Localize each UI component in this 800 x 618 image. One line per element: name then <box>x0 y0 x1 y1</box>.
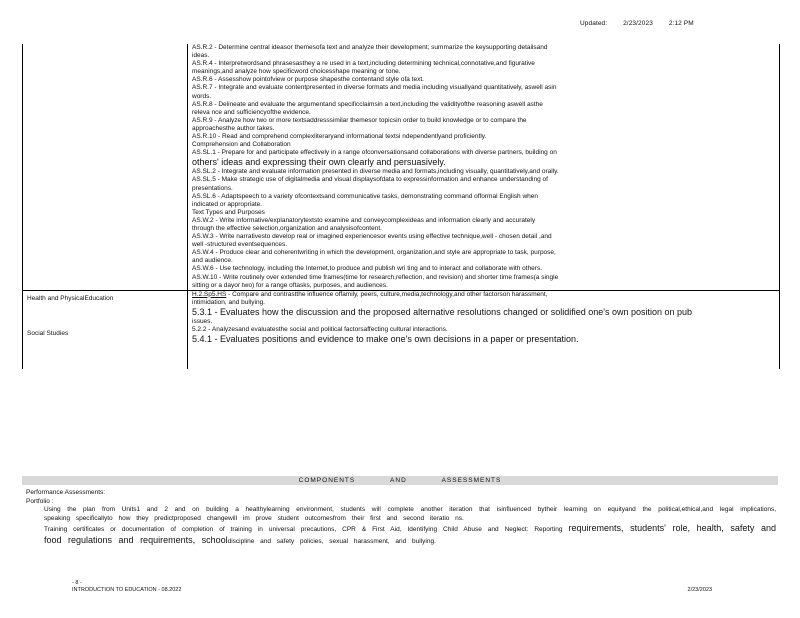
w-line: AS.W.6 - Use technology, including the Internet,to produce and publish wri ting and to interact and collaborate with others. <box>192 265 543 273</box>
health-label: Health and PhysicalEducation <box>27 294 114 302</box>
components-band <box>22 476 778 485</box>
performance-label: Performance Assessments: <box>26 489 106 496</box>
ela-standards-cell <box>188 44 779 290</box>
health-line-large: 5.3.1 - Evaluates how the discussion and the proposed alternative resolutions changed or solidified one's own position on pub <box>192 306 693 317</box>
bullet-text-part-large: requirements, students' role, health, safety and food regulations and requirements, school <box>44 523 776 545</box>
band-word: ASSESSMENTS <box>441 477 502 484</box>
w-line: sitting or a dayor two) for a range oftasks, purposes, and audiences. <box>192 281 388 289</box>
bullet-text <box>44 523 776 546</box>
bullet-icon <box>26 506 44 523</box>
ela-line: AS.R.6 - Assesshow pointofview or purpose shapesthe contentand style ofa text. <box>192 76 424 84</box>
ela-row <box>23 44 779 291</box>
ela-line: meanings,and analyze how specificword choicesshape meaning or tone. <box>192 68 401 76</box>
w-line: AS.W.10 - Write routinely over extended time frames(time for research,reflection, and revision) and shorter time frames(a single <box>192 273 559 281</box>
components-section <box>26 489 776 546</box>
ela-line: AS.R.4 - Interpretwordsand phrasesasthey a re used in a text,including determining technical,connotative,and figurative <box>192 60 535 68</box>
page-footer <box>72 580 712 594</box>
health-code: H.2.Sp5.HS <box>192 290 227 298</box>
updated-time: 2:12 PM <box>668 20 694 27</box>
sl-line: AS.SL.2 - Integrate and evaluate information presented in diverse media and formats,including visually, quantitatively,and orally. <box>192 168 559 176</box>
ela-line: AS.R.10 - Read and comprehend complexliteraryand informational textsi ndependentlyand proficiently. <box>192 133 487 141</box>
health-line <box>192 291 775 299</box>
sl1-line: AS.SL.1 - Prepare for and participate effectively in a range ofconversationsand collaborations with diverse partners, building on <box>192 149 557 157</box>
course-title: INTRODUCTION TO EDUCATION - 08.2022 <box>72 587 182 593</box>
sl-line: indicated or appropriate. <box>192 200 263 208</box>
ela-subject-cell <box>23 44 188 290</box>
w-line: AS.W.3 - Write narrativesto develop real or imagined experiencesor events using effective technique,well - chosen detail ,and <box>192 233 552 241</box>
comprehension-heading: Comprehension and Collaboration <box>192 141 291 149</box>
ela-line: words. <box>192 92 212 100</box>
social-studies-label: Social Studies <box>27 329 69 337</box>
bullet-icon <box>26 523 44 546</box>
ela-line: releva nce and sufficiencyofthe evidence. <box>192 108 311 116</box>
w-line: AS.W.2 - Write informative/explanatorytextsto examine and conveycomplexideas and information clearly and accurately <box>192 216 536 224</box>
list-item <box>26 523 776 546</box>
updated-label: Updated: <box>580 20 608 27</box>
sl1-line-large: others' ideas and expressing their own clearly and persuasively. <box>192 157 446 168</box>
ela-line: AS.R.2 - Determine central ideasor themesofa text and analyze their development; summarize the keysupporting detailsand <box>192 44 548 51</box>
health-line: intimidation, and bullying. <box>192 298 265 306</box>
ela-line: AS.R.8 - Delineate and evaluate the argumentand specificclaimsin a text,including the validityofthe reasoning aswell asthe <box>192 100 543 108</box>
health-line-rest: - Compare and contrastthe influence offamily, peers, culture,media,technology,and other factorson harassment, <box>226 290 548 298</box>
w-line: AS.W.4 - Produce clear and coherentwriting in which the development, organization,and style are appropriate to task, purpose, <box>192 249 556 257</box>
w-line: through the effective selection,organization and analysisofcontent. <box>192 224 382 232</box>
health-line: issues. <box>192 317 213 325</box>
bullet-text: Using the plan from Units1 and 2 and on building a healthylearning environment, students will complete another iteration that isinfluenced bytheir learning on equityand the political,ethical,and legal implications, speaking specificallyto how they predictproposed changewill im prove student outcomesfrom their first and second iteratio ns. <box>44 506 776 522</box>
text-types-heading: Text Types and Purposes <box>192 208 265 216</box>
social-line: 5.2.2 - Analyzesand evaluatesthe social and political factorsaffecting cultural interactions. <box>192 326 448 333</box>
standards-table <box>22 44 780 369</box>
w-line: and audience. <box>192 257 233 265</box>
sl-line: AS.SL.5 - Make strategic use of digitalmedia and visual displaysofdata to expressinformation and enhance understanding of <box>192 176 548 184</box>
list-item <box>26 506 776 523</box>
health-social-row <box>23 291 779 369</box>
ela-line: AS.R.9 - Analyze how two or more textsaddresssimilar themesor topicsin order to build knowledge or to compare the <box>192 116 527 124</box>
social-line-large: 5.4.1 - Evaluates positions and evidence to make one's own decisions in a paper or presentation. <box>192 334 579 345</box>
portfolio-label: Portfolio : <box>26 497 54 505</box>
updated-date: 2/23/2023 <box>623 20 653 27</box>
ela-line: approachesthe author takes. <box>192 124 275 132</box>
sl-line: presentations. <box>192 184 233 192</box>
bullet-text-part: Training certificates or documentation of completion of training in universal precautions, CPR & First Aid, Identifying Child Abuse and Neglect: Reporting <box>44 526 563 533</box>
sl-line: AS.SL.6 - Adaptspeech to a variety ofcontextsand communicative tasks, demonstrating command offormal English when <box>192 192 539 200</box>
footer-date: 2/23/2023 <box>687 587 712 593</box>
ela-line: AS.R.7 - Integrate and evaluate contentpresented in diverse formats and media including visuallyand quantitatively, aswell asin <box>192 84 557 92</box>
bullet-text-part: discipline and safety policies, sexual harassment, and bullying. <box>227 537 436 545</box>
health-social-subject-cell <box>23 291 188 369</box>
band-word: COMPONENTS <box>298 477 356 484</box>
health-social-standards-cell <box>188 291 779 369</box>
band-word: AND <box>390 477 407 484</box>
ela-line: ideas. <box>192 52 210 60</box>
w-line: well -structured eventsequences. <box>192 241 288 249</box>
page-number: - 8 - <box>72 580 82 586</box>
updated-header <box>580 20 708 27</box>
